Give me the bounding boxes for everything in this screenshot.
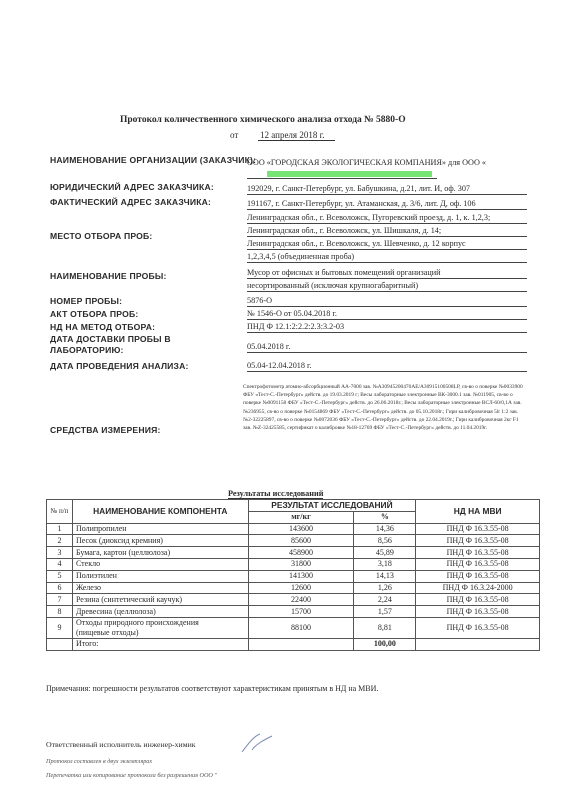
row-percent: 14,36 [354, 523, 416, 535]
row-number: 6 [47, 582, 73, 594]
row-percent: 45,89 [354, 547, 416, 559]
signature-mark [238, 730, 278, 756]
row-name-line1: Отходы природного происхождения [75, 617, 199, 627]
protocol-title: Протокол количественного химического анализа отхода № 5880-О [120, 115, 406, 125]
row-nd: ПНД Ф 16.3.55-08 [416, 558, 540, 570]
sampling-place-line3: Ленинградская обл., г. Всеволожск, ул. Шевченко, д. 12 корпус [247, 238, 527, 250]
row-number: 9 [47, 617, 73, 638]
row-percent: 2,24 [354, 594, 416, 606]
row-mgkg: 12600 [248, 582, 354, 594]
row-name: Железо [72, 582, 248, 594]
copies-note: Протокол составлен в двух экземплярах [46, 758, 153, 765]
row-percent: 3,18 [354, 558, 416, 570]
sampling-act-label: АКТ ОТБОРА ПРОБ: [50, 309, 139, 319]
row-name: Бумага, картон (целлюлоза) [72, 547, 248, 559]
row-nd: ПНД Ф 16.3.55-08 [416, 570, 540, 582]
header-number: № п/п [47, 500, 73, 524]
total-row [47, 638, 540, 650]
row-name: Полипропилен [72, 523, 248, 535]
row-name-line2: (пищевые отходы) [75, 627, 139, 637]
org-label: НАИМЕНОВАНИЕ ОРГАНИЗАЦИИ (ЗАКАЗЧИК): [50, 155, 257, 165]
sampling-place-line1: Ленинградская обл., г. Всеволожск, Пугоревский проезд, д. 1, к. 1,2,3; [247, 212, 527, 224]
row-nd: ПНД Ф 16.3.55-08 [416, 606, 540, 618]
results-table [46, 499, 540, 651]
sample-name-line2: несортированный (исключая крупногабаритный) [247, 280, 527, 292]
row-name: Древесина (целлюлоза) [72, 606, 248, 618]
header-mgkg: мг/кг [248, 511, 354, 523]
row-name: Полиэтилен [72, 570, 248, 582]
total-percent: 100,00 [354, 638, 416, 650]
actual-address-value: 191167, г. Санкт-Петербург, ул. Атаманская, д. 3/6, лит. Д, оф. 106 [247, 198, 527, 210]
sampling-place-line2: Ленинградская обл., г. Всеволожск, ул. Шишкаля, д. 14; [247, 225, 527, 237]
delivery-date-value: 05.04.2018 г. [247, 341, 527, 353]
row-mgkg: 88100 [248, 617, 354, 638]
legal-address-value: 192029, г. Санкт-Петербург, ул. Бабушкина, д.21, лит. И, оф. 307 [247, 183, 527, 195]
sample-name-line1: Мусор от офисных и бытовых помещений организаций [247, 267, 527, 279]
table-row [47, 606, 540, 618]
sampling-method-label: НД НА МЕТОД ОТБОРА: [50, 322, 156, 332]
table-row [47, 547, 540, 559]
row-number: 4 [47, 558, 73, 570]
row-name: Стекло [72, 558, 248, 570]
row-mgkg: 85600 [248, 535, 354, 547]
row-mgkg: 31800 [248, 558, 354, 570]
table-row [47, 523, 540, 535]
results-title: Результаты исследований [228, 489, 324, 498]
sampling-act-value: № 1546-О от 05.04.2018 г. [247, 308, 527, 320]
row-mgkg: 141300 [248, 570, 354, 582]
table-row [47, 617, 540, 638]
table-row [47, 582, 540, 594]
row-nd: ПНД Ф 16.3.55-08 [416, 547, 540, 559]
sampling-place-line4: 1,2,3,4,5 (объединенная проба) [247, 251, 527, 263]
row-mgkg: 15700 [248, 606, 354, 618]
row-nd: ПНД Ф 16.3.24-2000 [416, 582, 540, 594]
row-percent: 1,57 [354, 606, 416, 618]
row-number: 2 [47, 535, 73, 547]
row-number: 3 [47, 547, 73, 559]
date-prefix: от [230, 130, 239, 140]
table-row [47, 558, 540, 570]
analysis-date-value: 05.04-12.04.2018 г. [247, 360, 527, 372]
row-nd: ПНД Ф 16.3.55-08 [416, 535, 540, 547]
row-percent: 8,81 [354, 617, 416, 638]
sample-name-label: НАИМЕНОВАНИЕ ПРОБЫ: [50, 271, 167, 281]
row-name: Резина (синтетический каучук) [72, 594, 248, 606]
sampling-place-label: МЕСТО ОТБОРА ПРОБ: [50, 231, 153, 241]
row-percent: 14,13 [354, 570, 416, 582]
sample-number-label: НОМЕР ПРОБЫ: [50, 296, 123, 306]
table-row [47, 535, 540, 547]
legal-address-label: ЮРИДИЧЕСКИЙ АДРЕС ЗАКАЗЧИКА: [50, 182, 214, 192]
row-nd: ПНД Ф 16.3.55-08 [416, 594, 540, 606]
header-result: РЕЗУЛЬТАТ ИССЛЕДОВАНИЙ [248, 500, 416, 512]
row-mgkg: 22400 [248, 594, 354, 606]
table-row [47, 594, 540, 606]
delivery-date-label: ДАТА ДОСТАВКИ ПРОБЫ В ЛАБОРАТОРИЮ: [50, 334, 171, 355]
actual-address-label: ФАКТИЧЕСКИЙ АДРЕС ЗАКАЗЧИКА: [50, 197, 212, 207]
row-name: Песок (диоксид кремния) [72, 535, 248, 547]
header-percent: % [354, 511, 416, 523]
executor-line: Ответственный исполнитель инженер-химик [46, 740, 196, 749]
results-note: Примечания: погрешности результатов соответствуют характеристикам принятым в НД на МВИ. [46, 684, 379, 693]
row-nd: ПНД Ф 16.3.55-08 [416, 523, 540, 535]
reprint-note: Перепечатка или копирование протокола без разрешения ООО " [46, 772, 218, 779]
table-row [47, 570, 540, 582]
row-percent: 1,26 [354, 582, 416, 594]
org-underline [247, 178, 437, 179]
total-label: Итого: [72, 638, 248, 650]
row-number: 7 [47, 594, 73, 606]
measuring-instruments-value: Спектрофотометр атомно-абсорбционный АА-7000 зав. №A30945200470AE/A30915100508LP, св-во о поверке №0033900 ФБУ «Тест-С.-Петербург» действ. до 19.03.2019 г; Весы лабораторные электронные ВК-3000.1 зав. №011905, св-во о поверке №0091158 ФБУ «Тест-С.-Петербург» действ. до 26.06.2018г.; Весы лабораторные электронные ВСЛ-60/0,1А зав. №236955, св-во о поверке №0154869 ФБУ «Тест-С.-Петербург» действ. до 05.10.2018г.; Гири калибровочная 5lr 1:2 зав. №2-32225897, св-во о поверке №0072036 ФБУ «Тест-С.-Петербург» действ. до 22.04.2019г.; Гири калибровочная 2кг F1 зав. №Z-32425585, сертификат о калибровке №18-12769 ФБУ «Тест-С.-Петербург» действ. до 11.04.2019г. [243, 384, 523, 432]
analysis-date-label: ДАТА ПРОВЕДЕНИЯ АНАЛИЗА: [50, 361, 189, 371]
row-nd: ПНД Ф 16.3.55-08 [416, 617, 540, 638]
org-value: ООО «ГОРОДСКАЯ ЭКОЛОГИЧЕСКАЯ КОМПАНИЯ» для ООО « [247, 158, 486, 167]
row-mgkg: 458900 [248, 547, 354, 559]
header-nd: НД НА МВИ [416, 500, 540, 524]
row-number: 8 [47, 606, 73, 618]
redaction-highlight [267, 171, 432, 177]
sampling-method-value: ПНД Ф 12.1:2:2.2:2.3:3.2-03 [247, 321, 527, 333]
header-component: НАИМЕНОВАНИЕ КОМПОНЕНТА [72, 500, 248, 524]
sample-number-value: 5876-О [247, 295, 527, 307]
row-mgkg: 143600 [248, 523, 354, 535]
protocol-date: 12 апреля 2018 г. [258, 130, 335, 141]
row-percent: 8,56 [354, 535, 416, 547]
measuring-instruments-label: СРЕДСТВА ИЗМЕРЕНИЯ: [50, 425, 161, 435]
row-number: 1 [47, 523, 73, 535]
row-number: 5 [47, 570, 73, 582]
